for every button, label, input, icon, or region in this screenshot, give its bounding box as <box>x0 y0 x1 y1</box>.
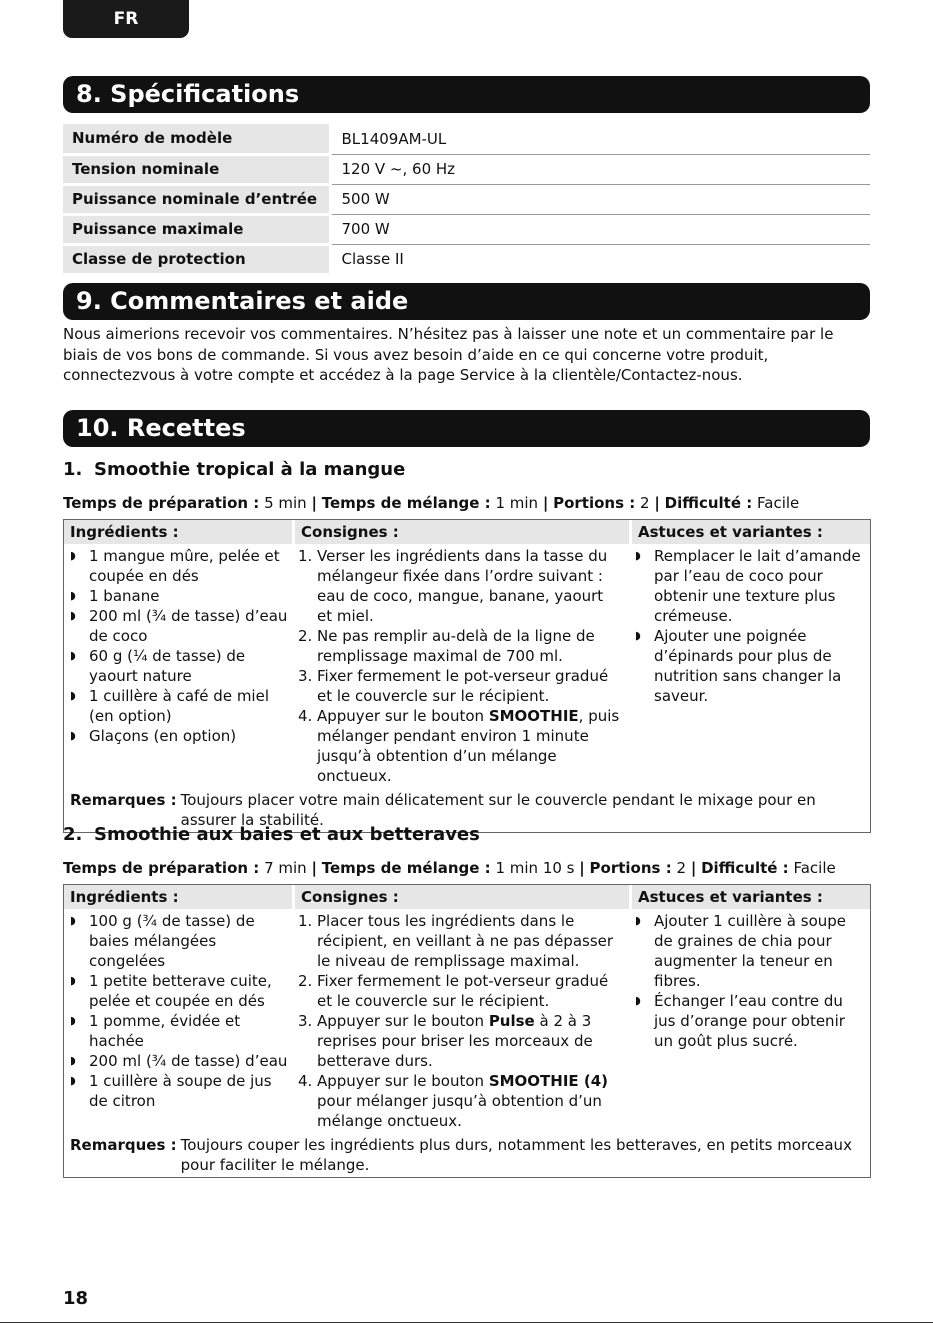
ingredients-list <box>64 911 292 1111</box>
separator: | <box>311 859 317 877</box>
separator: | <box>311 494 317 512</box>
step-text: Fixer fermement le pot-verseur gradué et le couvercle sur le récipient. <box>317 667 609 705</box>
step-text: à 2 à 3 reprises pour briser les morceaux de betterave durs. <box>317 1012 593 1070</box>
page-number: 18 <box>63 1288 89 1309</box>
remarks-label: Remarques : <box>70 1136 177 1154</box>
spec-value: 120 V ~, 60 Hz <box>330 154 870 184</box>
step-number: 3. <box>298 1012 313 1030</box>
recipe-body <box>64 909 870 1131</box>
step-text: Appuyer sur le bouton <box>317 1012 489 1030</box>
tips-list <box>629 546 870 706</box>
tips-header: Astuces et variantes : <box>629 520 870 544</box>
remarks-text: Toujours placer votre main délicatement sur le couvercle pendant le mixage pour en assurer la stabilité. <box>180 791 816 829</box>
step-number: 1. <box>298 912 313 930</box>
ingredients-header: Ingrédients : <box>70 888 179 906</box>
step-item <box>298 1011 623 1071</box>
separator: | <box>579 859 585 877</box>
spec-value: 700 W <box>330 214 870 244</box>
step-number: 3. <box>298 667 313 685</box>
spec-value: Classe II <box>330 244 870 274</box>
recipe-header-row <box>64 885 870 909</box>
tip-item: ◗ Échanger l’eau contre du jus d’orange pour obtenir un goût plus sucré. <box>635 991 866 1051</box>
step-item <box>298 1071 623 1131</box>
portions-value: 2 <box>640 494 650 512</box>
step-text: Appuyer sur le bouton <box>317 1072 489 1090</box>
blend-label: Temps de mélange : <box>321 494 491 512</box>
recipe-name: Smoothie tropical à la mangue <box>94 459 406 480</box>
spec-value: BL1409AM-UL <box>330 124 870 154</box>
tips-header: Astuces et variantes : <box>629 885 870 909</box>
step-item <box>298 971 623 1011</box>
ingredient-item: ◗ 1 mangue mûre, pelée et coupée en dés <box>70 546 288 586</box>
step-number: 2. <box>298 972 313 990</box>
step-item <box>298 666 623 706</box>
recipe-title <box>63 824 480 845</box>
recipe-header-row <box>64 520 870 544</box>
section-title-feedback: 9. Commentaires et aide <box>63 283 870 320</box>
difficulty-value: Facile <box>757 494 800 512</box>
step-item <box>298 546 623 626</box>
recipe-name: Smoothie aux baies et aux betteraves <box>94 824 480 845</box>
tip-item: ◗ Ajouter 1 cuillère à soupe de graines de chia pour augmenter la teneur en fibres. <box>635 911 866 991</box>
separator: | <box>690 859 697 877</box>
step-text: Ne pas remplir au-delà de la ligne de remplissage maximal de 700 ml. <box>317 627 595 665</box>
remarks-text: Toujours couper les ingrédients plus durs, notamment les betteraves, en petits morceaux pour faciliter le mélange. <box>180 1136 852 1174</box>
recipe-body <box>64 544 870 786</box>
spec-label: Puissance maximale <box>63 214 330 244</box>
ingredient-item: ◗ 60 g (¼ de tasse) de yaourt nature <box>70 646 288 686</box>
step-number: 4. <box>298 1072 313 1090</box>
spec-label: Puissance nominale d’entrée <box>63 184 330 214</box>
spec-row <box>63 154 870 184</box>
step-text: pour mélanger jusqu’à obtention d’un mélange onctueux. <box>317 1092 602 1130</box>
blend-value: 1 min 10 s <box>495 859 575 877</box>
step-item <box>298 626 623 666</box>
spec-label: Classe de protection <box>63 244 330 274</box>
instructions-header: Consignes : <box>292 520 629 544</box>
recipe-number: 1. <box>63 459 83 480</box>
language-tab: FR <box>63 0 189 38</box>
spec-row <box>63 184 870 214</box>
step-button-name: Pulse <box>488 1012 535 1030</box>
separator: | <box>542 494 549 512</box>
step-text: Verser les ingrédients dans la tasse du mélangeur fixée dans l’ordre suivant : eau de coco, mangue, banane, yaourt et miel. <box>317 547 608 625</box>
spec-row <box>63 244 870 274</box>
step-number: 1. <box>298 547 313 565</box>
step-item <box>298 706 623 786</box>
remarks-label: Remarques : <box>70 791 177 809</box>
page-bottom-rule <box>0 1322 933 1323</box>
blend-label: Temps de mélange : <box>321 859 491 877</box>
recipe-title <box>63 459 405 480</box>
spec-row <box>63 214 870 244</box>
remarks <box>64 1131 870 1177</box>
portions-value: 2 <box>676 859 687 877</box>
ingredient-item: ◗ Glaçons (en option) <box>70 726 288 746</box>
prep-label: Temps de préparation : <box>63 859 260 877</box>
ingredient-item: ◗ 100 g (¾ de tasse) de baies mélangées congelées <box>70 911 288 971</box>
ingredient-item: ◗ 200 ml (¾ de tasse) d’eau <box>70 1051 288 1071</box>
ingredient-item: ◗ 1 banane <box>70 586 288 606</box>
spec-label: Tension nominale <box>63 154 330 184</box>
prep-value: 7 min <box>264 859 307 877</box>
spec-label: Numéro de modèle <box>63 124 330 154</box>
difficulty-label: Difficulté : <box>664 494 753 512</box>
ingredient-item: ◗ 1 pomme, évidée et hachée <box>70 1011 288 1051</box>
step-text: Appuyer sur le bouton <box>317 707 489 725</box>
portions-label: Portions : <box>553 494 636 512</box>
step-number: 4. <box>298 707 313 725</box>
ingredients-list <box>64 546 292 746</box>
prep-label: Temps de préparation : <box>63 494 260 512</box>
step-button-name: SMOOTHIE (4) <box>488 1072 609 1090</box>
tips-list <box>629 911 870 1051</box>
spec-row <box>63 124 870 154</box>
spec-value: 500 W <box>330 184 870 214</box>
step-item <box>298 911 623 971</box>
feedback-paragraph: Nous aimerions recevoir vos commentaires. N’hésitez pas à laisser une note et un commentaire par le biais de vos bons de commande. Si vous avez besoin d’aide en ce qui concerne votre produit, connectezvous à votre compte et accédez à la page Service à la clientèle/Contactez-nous. <box>63 325 834 384</box>
difficulty-label: Difficulté : <box>701 859 789 877</box>
ingredient-item: ◗ 200 ml (¾ de tasse) d’eau de coco <box>70 606 288 646</box>
tip-item: ◗ Remplacer le lait d’amande par l’eau de coco pour obtenir une texture plus crémeuse. <box>635 546 866 626</box>
prep-value: 5 min <box>264 494 307 512</box>
recipe-meta <box>63 494 799 512</box>
difficulty-value: Facile <box>793 859 836 877</box>
ingredient-item: ◗ 1 cuillère à soupe de jus de citron <box>70 1071 288 1111</box>
steps-list <box>292 911 629 1131</box>
ingredient-item: ◗ 1 cuillère à café de miel (en option) <box>70 686 288 726</box>
blend-value: 1 min <box>495 494 539 512</box>
recipe-box <box>63 519 871 833</box>
steps-list <box>292 546 629 786</box>
section-title-recipes: 10. Recettes <box>63 410 870 447</box>
specs-table <box>63 124 870 276</box>
ingredient-item: ◗ 1 petite betterave cuite, pelée et coupée en dés <box>70 971 288 1011</box>
ingredients-header: Ingrédients : <box>70 523 179 541</box>
step-text: , puis mélanger pendant environ 1 minute jusqu’à obtention d’un mélange onctueux. <box>317 707 620 785</box>
recipe-box <box>63 884 871 1178</box>
instructions-header: Consignes : <box>292 885 629 909</box>
tip-item: ◗ Ajouter une poignée d’épinards pour plus de nutrition sans changer la saveur. <box>635 626 866 706</box>
step-text: Fixer fermement le pot-verseur gradué et le couvercle sur le récipient. <box>317 972 609 1010</box>
portions-label: Portions : <box>589 859 672 877</box>
step-text: Placer tous les ingrédients dans le récipient, en veillant à ne pas dépasser le niveau de remplissage maximal. <box>317 912 614 970</box>
step-button-name: SMOOTHIE <box>488 707 579 725</box>
step-number: 2. <box>298 627 313 645</box>
recipe-meta <box>63 859 836 877</box>
section-title-specs: 8. Spécifications <box>63 76 870 113</box>
separator: | <box>654 494 660 512</box>
recipe-number: 2. <box>63 824 83 845</box>
